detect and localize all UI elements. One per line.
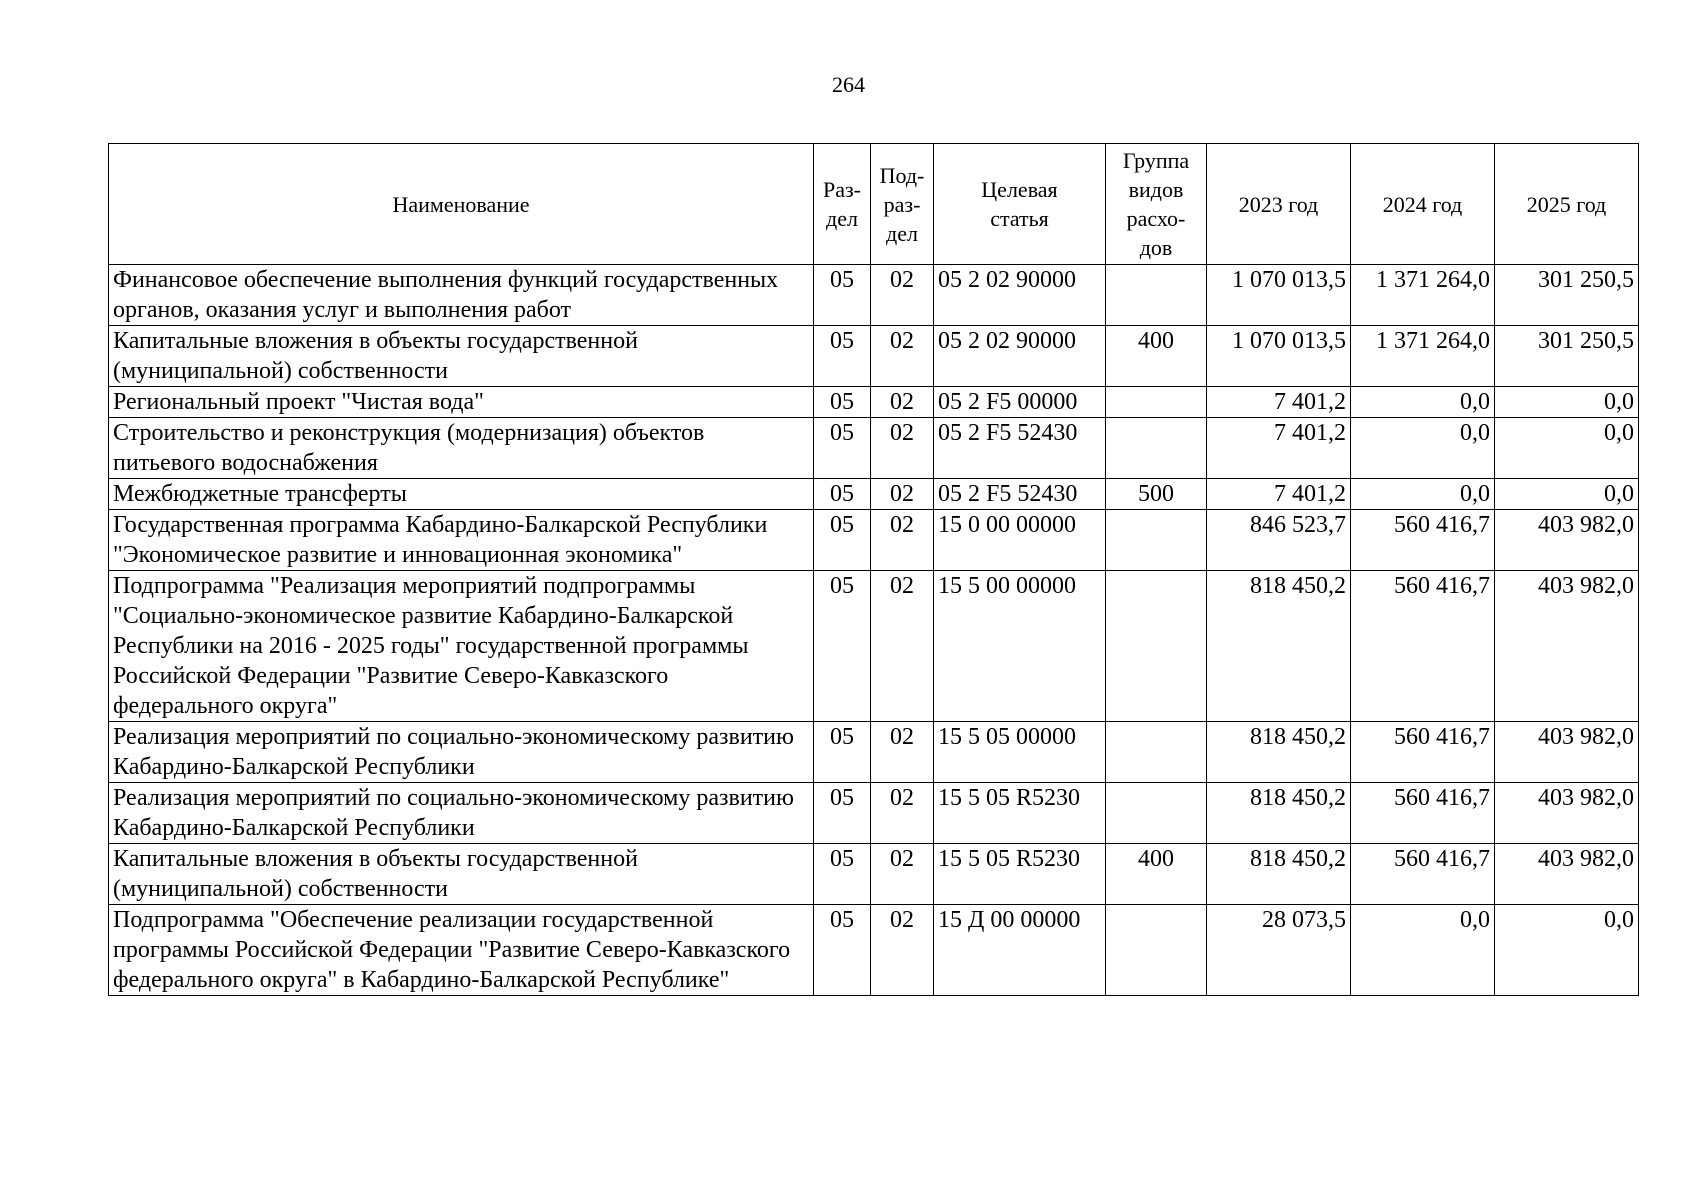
cell-2023: 818 450,2	[1207, 783, 1351, 844]
cell-target: 05 2 02 90000	[934, 326, 1106, 387]
header-target: Целевая статья	[934, 144, 1106, 265]
cell-name: Государственная программа Кабардино-Балкарской Республики "Экономическое развитие и инновационная экономика"	[109, 510, 814, 571]
cell-2024: 0,0	[1351, 387, 1495, 418]
cell-target: 05 2 02 90000	[934, 265, 1106, 326]
table-row	[109, 783, 1639, 844]
cell-target: 15 0 00 00000	[934, 510, 1106, 571]
cell-target: 05 2 F5 00000	[934, 387, 1106, 418]
cell-target: 05 2 F5 52430	[934, 479, 1106, 510]
cell-section: 05	[814, 326, 871, 387]
table-row	[109, 387, 1639, 418]
cell-2024: 560 416,7	[1351, 844, 1495, 905]
cell-name: Финансовое обеспечение выполнения функций государственных органов, оказания услуг и выполнения работ	[109, 265, 814, 326]
cell-2023: 7 401,2	[1207, 479, 1351, 510]
cell-2024: 0,0	[1351, 418, 1495, 479]
cell-group	[1106, 783, 1207, 844]
cell-name: Реализация мероприятий по социально-экономическому развитию Кабардино-Балкарской Республики	[109, 783, 814, 844]
cell-2024: 560 416,7	[1351, 722, 1495, 783]
cell-2025: 0,0	[1495, 418, 1639, 479]
cell-2025: 403 982,0	[1495, 510, 1639, 571]
cell-target: 15 5 05 R5230	[934, 844, 1106, 905]
cell-2025: 0,0	[1495, 905, 1639, 996]
cell-target: 15 Д 00 00000	[934, 905, 1106, 996]
cell-section: 05	[814, 905, 871, 996]
cell-2023: 7 401,2	[1207, 387, 1351, 418]
cell-group	[1106, 387, 1207, 418]
cell-section: 05	[814, 722, 871, 783]
cell-2025: 301 250,5	[1495, 326, 1639, 387]
cell-2025: 403 982,0	[1495, 571, 1639, 722]
header-subsection: Под- раз- дел	[871, 144, 934, 265]
cell-2023: 1 070 013,5	[1207, 326, 1351, 387]
header-name: Наименование	[109, 144, 814, 265]
cell-section: 05	[814, 479, 871, 510]
header-row	[109, 144, 1639, 265]
cell-2024: 1 371 264,0	[1351, 326, 1495, 387]
cell-subsection: 02	[871, 722, 934, 783]
cell-group	[1106, 510, 1207, 571]
cell-target: 15 5 00 00000	[934, 571, 1106, 722]
page-number: 264	[832, 72, 865, 97]
cell-subsection: 02	[871, 479, 934, 510]
cell-section: 05	[814, 387, 871, 418]
cell-2024: 560 416,7	[1351, 783, 1495, 844]
cell-target: 15 5 05 00000	[934, 722, 1106, 783]
cell-name: Подпрограмма "Обеспечение реализации государственной программы Российской Федерации "Развитие Северо-Кавказского федерального округа" в Кабардино-Балкарской Республике"	[109, 905, 814, 996]
cell-subsection: 02	[871, 905, 934, 996]
cell-2024: 0,0	[1351, 479, 1495, 510]
header-2024: 2024 год	[1351, 144, 1495, 265]
cell-section: 05	[814, 783, 871, 844]
cell-2025: 301 250,5	[1495, 265, 1639, 326]
cell-group	[1106, 265, 1207, 326]
cell-name: Подпрограмма "Реализация мероприятий подпрограммы "Социально-экономическое развитие Кабардино-Балкарской Республики на 2016 - 2025 годы" государственной программы Российской Федерации "Развитие Северо-Кавказского федерального округа"	[109, 571, 814, 722]
cell-2023: 818 450,2	[1207, 844, 1351, 905]
cell-subsection: 02	[871, 510, 934, 571]
cell-section: 05	[814, 571, 871, 722]
cell-2024: 560 416,7	[1351, 571, 1495, 722]
cell-group	[1106, 905, 1207, 996]
cell-name: Строительство и реконструкция (модернизация) объектов питьевого водоснабжения	[109, 418, 814, 479]
cell-name: Капитальные вложения в объекты государственной (муниципальной) собственности	[109, 326, 814, 387]
table-row	[109, 905, 1639, 996]
cell-2023: 846 523,7	[1207, 510, 1351, 571]
cell-2025: 403 982,0	[1495, 844, 1639, 905]
cell-subsection: 02	[871, 783, 934, 844]
cell-name: Реализация мероприятий по социально-экономическому развитию Кабардино-Балкарской Республики	[109, 722, 814, 783]
cell-2023: 818 450,2	[1207, 571, 1351, 722]
header-2023: 2023 год	[1207, 144, 1351, 265]
cell-2024: 560 416,7	[1351, 510, 1495, 571]
header-group: Группа видов расхо- дов	[1106, 144, 1207, 265]
cell-name: Межбюджетные трансферты	[109, 479, 814, 510]
cell-name: Региональный проект "Чистая вода"	[109, 387, 814, 418]
cell-target: 05 2 F5 52430	[934, 418, 1106, 479]
table-row	[109, 265, 1639, 326]
cell-2025: 403 982,0	[1495, 783, 1639, 844]
cell-2025: 0,0	[1495, 479, 1639, 510]
table-row	[109, 844, 1639, 905]
cell-subsection: 02	[871, 418, 934, 479]
cell-subsection: 02	[871, 387, 934, 418]
table-row	[109, 722, 1639, 783]
cell-name: Капитальные вложения в объекты государственной (муниципальной) собственности	[109, 844, 814, 905]
header-2025: 2025 год	[1495, 144, 1639, 265]
cell-group: 500	[1106, 479, 1207, 510]
cell-subsection: 02	[871, 326, 934, 387]
table-row	[109, 479, 1639, 510]
cell-subsection: 02	[871, 265, 934, 326]
table-row	[109, 326, 1639, 387]
cell-section: 05	[814, 510, 871, 571]
cell-2024: 0,0	[1351, 905, 1495, 996]
header-section: Раз- дел	[814, 144, 871, 265]
cell-2024: 1 371 264,0	[1351, 265, 1495, 326]
table-row	[109, 571, 1639, 722]
cell-group: 400	[1106, 844, 1207, 905]
cell-2025: 403 982,0	[1495, 722, 1639, 783]
budget-table	[108, 143, 1639, 996]
cell-section: 05	[814, 265, 871, 326]
cell-2023: 818 450,2	[1207, 722, 1351, 783]
cell-2023: 7 401,2	[1207, 418, 1351, 479]
cell-subsection: 02	[871, 571, 934, 722]
table-row	[109, 418, 1639, 479]
cell-section: 05	[814, 844, 871, 905]
cell-2023: 28 073,5	[1207, 905, 1351, 996]
table-row	[109, 510, 1639, 571]
cell-group	[1106, 571, 1207, 722]
cell-2023: 1 070 013,5	[1207, 265, 1351, 326]
cell-group	[1106, 722, 1207, 783]
cell-group: 400	[1106, 326, 1207, 387]
cell-subsection: 02	[871, 844, 934, 905]
cell-group	[1106, 418, 1207, 479]
cell-2025: 0,0	[1495, 387, 1639, 418]
cell-target: 15 5 05 R5230	[934, 783, 1106, 844]
cell-section: 05	[814, 418, 871, 479]
